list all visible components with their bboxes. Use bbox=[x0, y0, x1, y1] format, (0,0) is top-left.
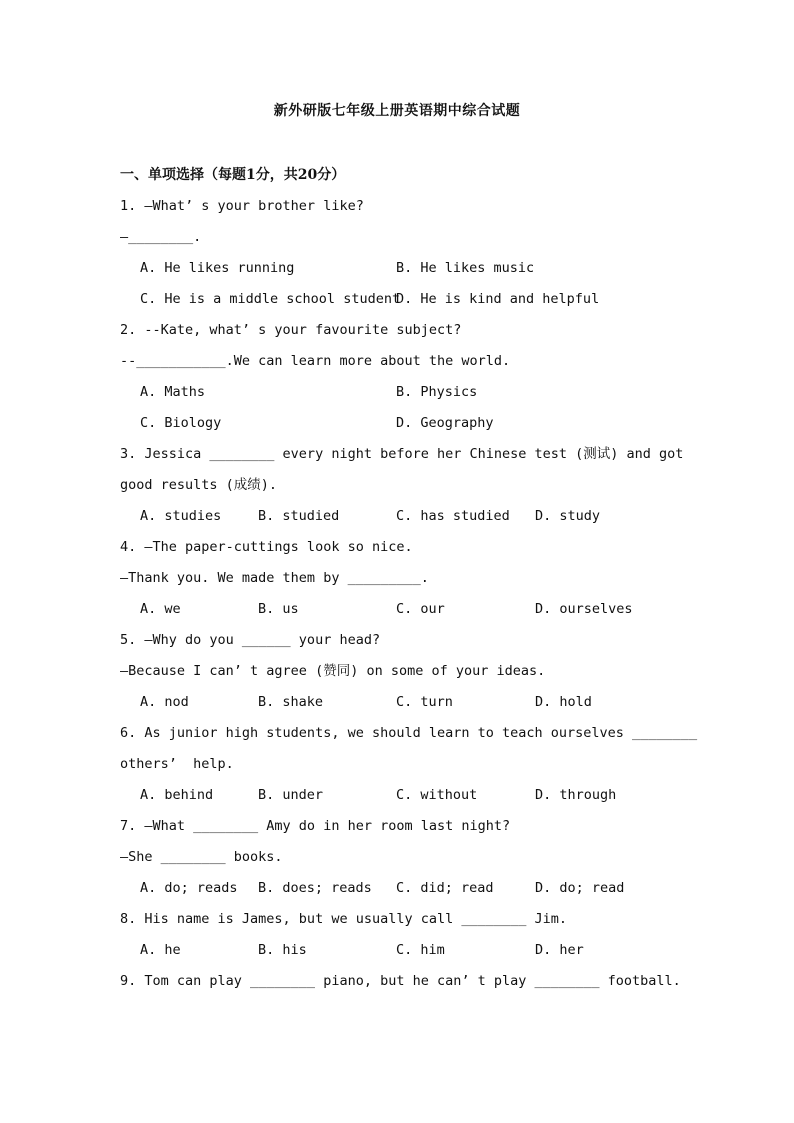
question-5-answer-line: —Because I can’ t agree (赞同) on some of your ideas. bbox=[120, 663, 546, 679]
exam-content bbox=[120, 160, 698, 997]
question-8-options bbox=[120, 935, 680, 966]
question-4-options bbox=[120, 594, 680, 625]
question-5-option-a: A. nod bbox=[140, 694, 189, 710]
question-8-stem: 8. His name is James, but we usually call ________ Jim. bbox=[120, 911, 568, 927]
question-3-option-d: D. study bbox=[535, 508, 601, 524]
question-6-stem-cont: others’ help. bbox=[120, 756, 234, 772]
question-8-option-c: C. him bbox=[396, 942, 445, 958]
question-7-option-a: A. do; reads bbox=[140, 880, 238, 896]
question-5-stem: 5. —Why do you ______ your head? bbox=[120, 632, 381, 648]
question-1-stem: 1. —What’ s your brother like? bbox=[120, 198, 364, 214]
question-1-option-d: D. He is kind and helpful bbox=[396, 291, 600, 307]
question-3-option-c: C. has studied bbox=[396, 508, 510, 524]
question-1-options-row-2 bbox=[120, 284, 680, 315]
question-7-answer-line: —She ________ books. bbox=[120, 849, 283, 865]
question-5-option-c: C. turn bbox=[396, 694, 453, 710]
question-3-stem: 3. Jessica ________ every night before her Chinese test (测试) and got bbox=[120, 446, 684, 462]
question-6-option-d: D. through bbox=[535, 787, 617, 803]
question-2-answer-line: --___________.We can learn more about the world. bbox=[120, 353, 511, 369]
question-7-options bbox=[120, 873, 680, 904]
question-2-stem: 2. --Kate, what’ s your favourite subject? bbox=[120, 322, 462, 338]
question-2-option-d: D. Geography bbox=[396, 415, 494, 431]
question-1-options-row-1 bbox=[120, 253, 680, 284]
question-3-options bbox=[120, 501, 680, 532]
question-2-options-row-2 bbox=[120, 408, 680, 439]
question-1-answer-line: —________. bbox=[120, 229, 202, 245]
question-4-option-a: A. we bbox=[140, 601, 181, 617]
question-6-option-b: B. under bbox=[258, 787, 324, 803]
question-8-option-b: B. his bbox=[258, 942, 307, 958]
question-3-stem-cont: good results (成绩). bbox=[120, 477, 278, 493]
question-8-option-d: D. her bbox=[535, 942, 584, 958]
question-6-options bbox=[120, 780, 680, 811]
question-2-option-b: B. Physics bbox=[396, 384, 478, 400]
question-4-option-c: C. our bbox=[396, 601, 445, 617]
question-5-option-b: B. shake bbox=[258, 694, 324, 710]
question-1-option-b: B. He likes music bbox=[396, 260, 535, 276]
question-7-option-c: C. did; read bbox=[396, 880, 494, 896]
question-7-option-b: B. does; reads bbox=[258, 880, 372, 896]
question-2-options-row-1 bbox=[120, 377, 680, 408]
question-4-stem: 4. —The paper-cuttings look so nice. bbox=[120, 539, 413, 555]
question-6-option-c: C. without bbox=[396, 787, 478, 803]
question-7-option-d: D. do; read bbox=[535, 880, 625, 896]
question-9-stem: 9. Tom can play ________ piano, but he can’ t play ________ football. bbox=[120, 973, 681, 989]
question-4-option-d: D. ourselves bbox=[535, 601, 633, 617]
question-7-stem: 7. —What ________ Amy do in her room last night? bbox=[120, 818, 511, 834]
question-6-stem: 6. As junior high students, we should learn to teach ourselves ________ bbox=[120, 725, 698, 741]
question-1-option-a: A. He likes running bbox=[140, 260, 295, 276]
question-3-option-a: A. studies bbox=[140, 508, 222, 524]
question-2-option-c: C. Biology bbox=[140, 415, 222, 431]
question-6-option-a: A. behind bbox=[140, 787, 214, 803]
question-3-option-b: B. studied bbox=[258, 508, 340, 524]
question-1-option-c: C. He is a middle school student bbox=[140, 291, 401, 307]
document-title: 新外研版七年级上册英语期中综合试题 bbox=[273, 103, 521, 119]
question-8-option-a: A. he bbox=[140, 942, 181, 958]
question-5-options bbox=[120, 687, 680, 718]
question-4-option-b: B. us bbox=[258, 601, 299, 617]
question-2-option-a: A. Maths bbox=[140, 384, 206, 400]
section-heading: 一、单项选择（每题1分，共20分） bbox=[120, 167, 346, 183]
question-5-option-d: D. hold bbox=[535, 694, 592, 710]
question-4-answer-line: —Thank you. We made them by _________. bbox=[120, 570, 429, 586]
